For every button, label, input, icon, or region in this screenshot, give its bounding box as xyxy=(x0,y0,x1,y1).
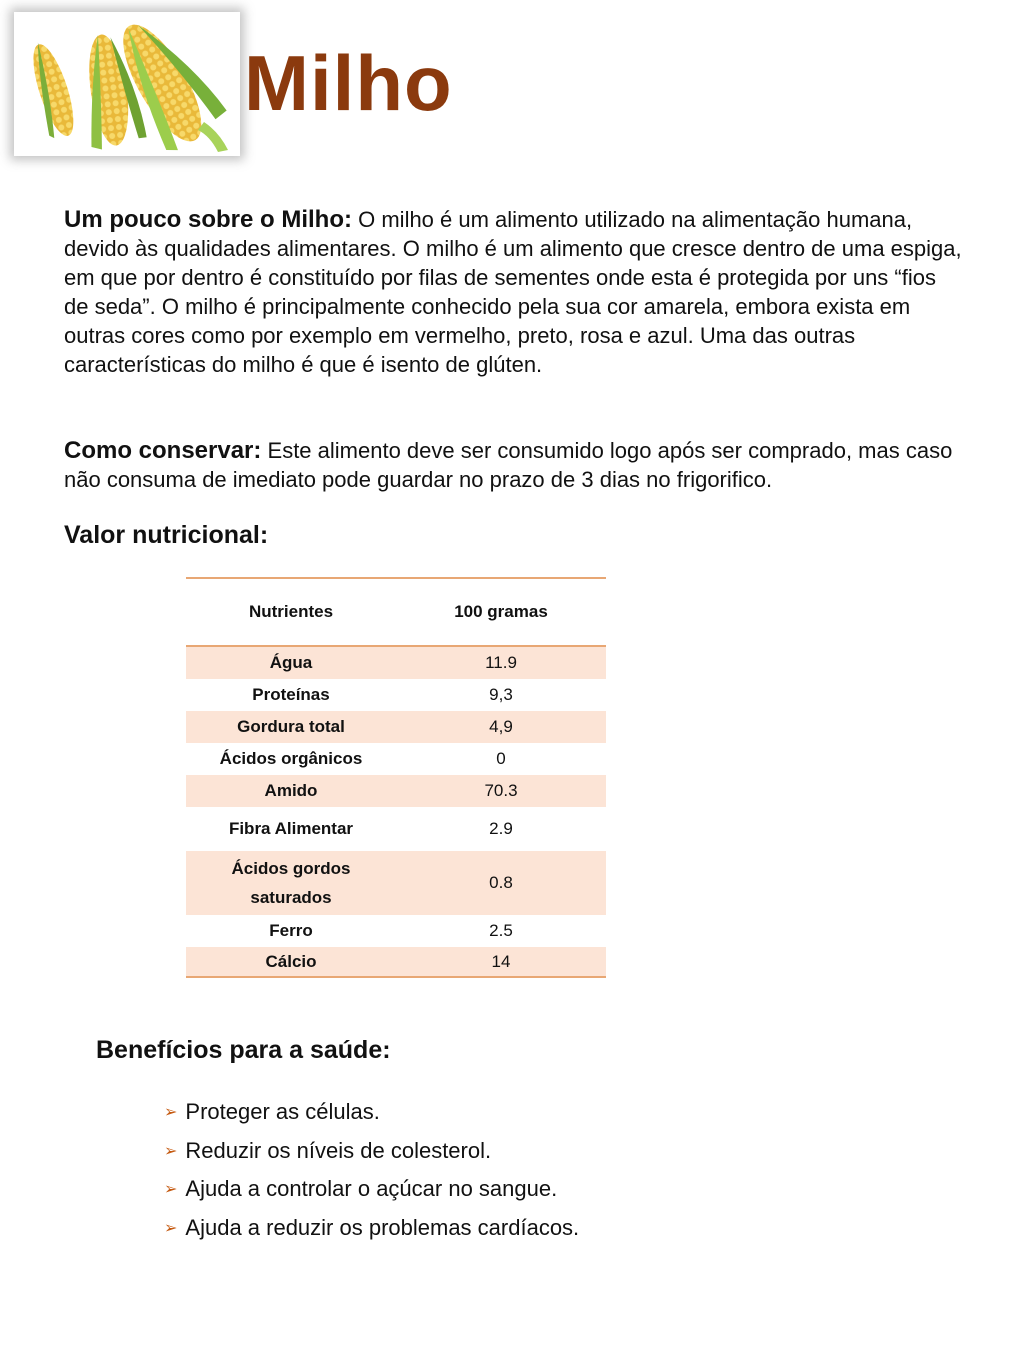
nutrient-value: 2.5 xyxy=(489,921,513,940)
about-paragraph xyxy=(64,205,964,379)
nutrient-value: 0.8 xyxy=(396,851,606,915)
nutrient-name: Fibra Alimentar xyxy=(228,819,354,838)
table-row xyxy=(186,679,606,711)
conserve-paragraph xyxy=(64,436,964,494)
conserve-text: Este alimento deve ser consumido logo após ser comprado, mas caso não consuma de imediato pode guardar no prazo de 3 dias no frigorifico. xyxy=(64,438,953,492)
table-row xyxy=(186,711,606,743)
table-row xyxy=(186,743,606,775)
arrow-bullet-icon: ➢ xyxy=(164,1181,178,1199)
nutrient-value: 9,3 xyxy=(489,685,513,704)
benefit-text: Ajuda a controlar o açúcar no sangue. xyxy=(185,1176,558,1202)
page-title: Milho xyxy=(244,39,453,127)
list-item xyxy=(164,1093,579,1132)
corn-image xyxy=(14,12,240,156)
nutrient-name: Água xyxy=(186,646,396,679)
nutrient-value: 4,9 xyxy=(396,711,606,743)
column-header-nutrients: Nutrientes xyxy=(186,578,396,646)
benefits-heading: Benefícios para a saúde: xyxy=(96,1036,391,1064)
about-lead: Um pouco sobre o Milho: xyxy=(64,206,352,233)
nutrient-value: 2.9 xyxy=(489,819,513,838)
nutrient-name: Ácidos gordos saturados xyxy=(186,851,396,915)
nutrient-value: 14 xyxy=(396,947,606,977)
corn-illustration xyxy=(14,12,240,156)
arrow-bullet-icon: ➢ xyxy=(164,1219,178,1237)
nutrient-name: Gordura total xyxy=(186,711,396,743)
nutrient-name: Proteínas xyxy=(252,685,330,704)
nutrient-value: 0 xyxy=(496,749,506,768)
nutrient-name: Cálcio xyxy=(186,947,396,977)
nutrition-table xyxy=(186,577,606,978)
nutrient-value: 70.3 xyxy=(396,775,606,807)
table-row xyxy=(186,915,606,947)
nutrient-name: Amido xyxy=(186,775,396,807)
benefit-text: Proteger as células. xyxy=(185,1099,380,1125)
list-item xyxy=(164,1209,579,1248)
nutrition-heading: Valor nutricional: xyxy=(64,521,269,549)
table-row xyxy=(186,807,606,851)
column-header-amount: 100 gramas xyxy=(396,578,606,646)
conserve-lead: Como conservar: xyxy=(64,437,262,464)
benefit-text: Ajuda a reduzir os problemas cardíacos. xyxy=(185,1214,580,1240)
table-row xyxy=(186,775,606,807)
arrow-bullet-icon: ➢ xyxy=(164,1142,178,1160)
nutrient-name: Ferro xyxy=(269,921,313,940)
arrow-bullet-icon: ➢ xyxy=(164,1104,178,1122)
about-text: O milho é um alimento utilizado na alimentação humana, devido às qualidades alimentares. O milho é um alimento que cresce dentro de uma espiga, em que por dentro é constituído por filas de sementes onde esta é protegida por uns “fios de seda”. O milho é principalmente conhecido pela sua cor amarela, embora exista em outras cores como por exemplo em vermelho, preto, rosa e azul. Uma das outras características do milho é que é isento de glúten. xyxy=(64,207,962,377)
nutrient-value: 11.9 xyxy=(396,646,606,679)
table-row xyxy=(186,646,606,679)
list-item xyxy=(164,1132,579,1171)
table-header-row xyxy=(186,578,606,646)
benefits-list xyxy=(164,1093,579,1247)
table-row xyxy=(186,947,606,977)
benefit-text: Reduzir os níveis de colesterol. xyxy=(185,1137,492,1163)
table-row xyxy=(186,851,606,915)
list-item xyxy=(164,1170,579,1209)
nutrient-name: Ácidos orgânicos xyxy=(219,749,363,768)
